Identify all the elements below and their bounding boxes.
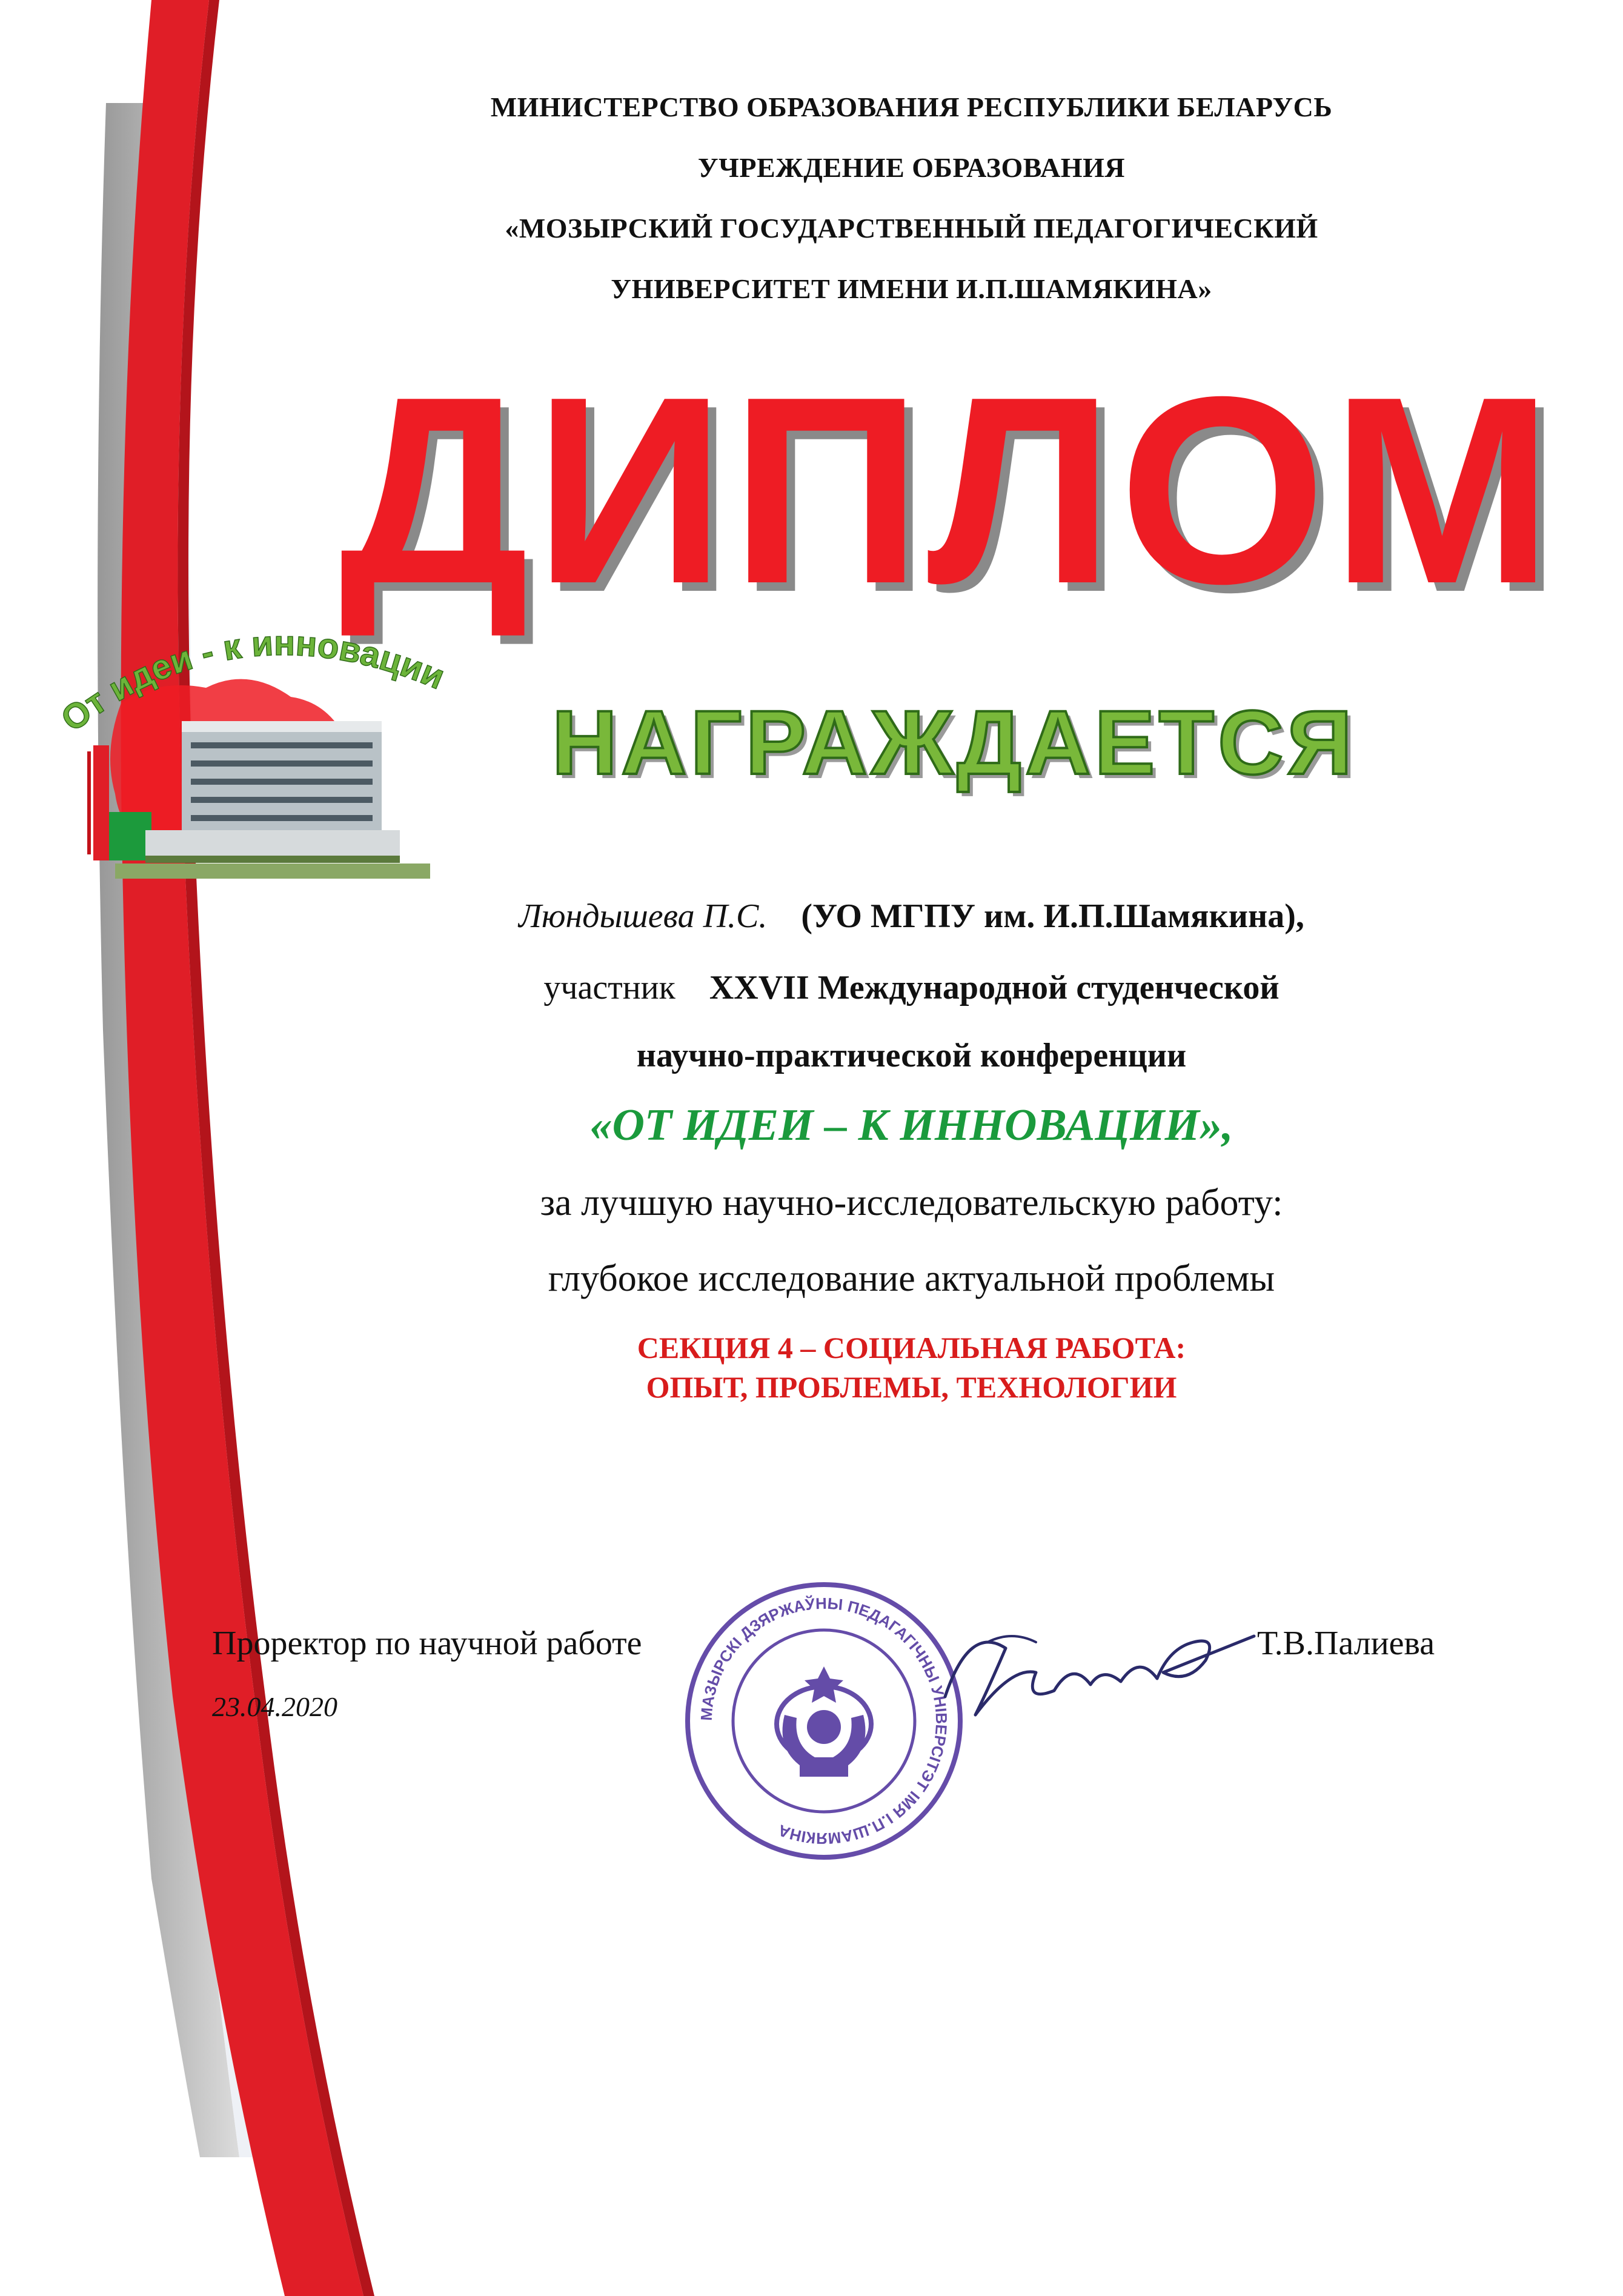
handwritten-signature-icon — [933, 1600, 1260, 1745]
participation-prefix: участник — [543, 969, 675, 1007]
conference-name: «ОТ ИДЕИ – К ИННОВАЦИИ», — [589, 1100, 1233, 1150]
signatory-position: Проректор по научной работе — [212, 1625, 642, 1662]
university-name-line1: «МОЗЫРСКИЙ ГОСУДАРСТВЕННЫЙ ПЕДАГОГИЧЕСКИЙ — [505, 213, 1318, 244]
conference-line2: научно-практической конференции — [636, 1037, 1187, 1074]
recipient-name: Люндышева П.С. — [519, 897, 768, 935]
participation-line — [200, 968, 1623, 1007]
diploma-title: ДИПЛОМ — [339, 342, 1558, 639]
conference-line1: XXVII Международной студенческой — [709, 969, 1279, 1007]
recipient-affiliation: (УО МГПУ им. И.П.Шамякина), — [801, 897, 1304, 935]
ministry-heading: МИНИСТЕРСТВО ОБРАЗОВАНИЯ РЕСПУБЛИКИ БЕЛАРУСЬ — [490, 92, 1333, 122]
reason-line1: за лучшую научно-исследовательскую работу: — [540, 1182, 1283, 1223]
university-name-line2: УНИВЕРСИТЕТ ИМЕНИ И.П.ШАМЯКИНА» — [611, 273, 1212, 304]
round-seal-icon — [679, 1576, 969, 1866]
signature-date: 23.04.2020 — [212, 1691, 337, 1722]
awarded-title: НАГРАЖДАЕТСЯ — [551, 691, 1356, 793]
map-flag-building-logo-icon — [48, 630, 473, 885]
recipient-line — [200, 897, 1623, 936]
institution-type-heading: УЧРЕЖДЕНИЕ ОБРАЗОВАНИЯ — [697, 152, 1126, 183]
seal-text: МАЗЫРСКІ ДЗЯРЖАЎНЫ ПЕДАГАГІЧНЫ УНІВЕРСІТЭТ ІМЯ І.П.ШАМЯКІНА — [697, 1594, 951, 1848]
signatory-name: Т.В.Палиева — [1257, 1625, 1435, 1662]
section-line2: ОПЫТ, ПРОБЛЕМЫ, ТЕХНОЛОГИИ — [646, 1370, 1177, 1404]
logo-arc-text: От идеи - к инновации — [53, 630, 451, 740]
reason-line2: глубокое исследование актуальной проблемы — [548, 1258, 1275, 1299]
section-line1: СЕКЦИЯ 4 – СОЦИАЛЬНАЯ РАБОТА: — [637, 1331, 1186, 1365]
